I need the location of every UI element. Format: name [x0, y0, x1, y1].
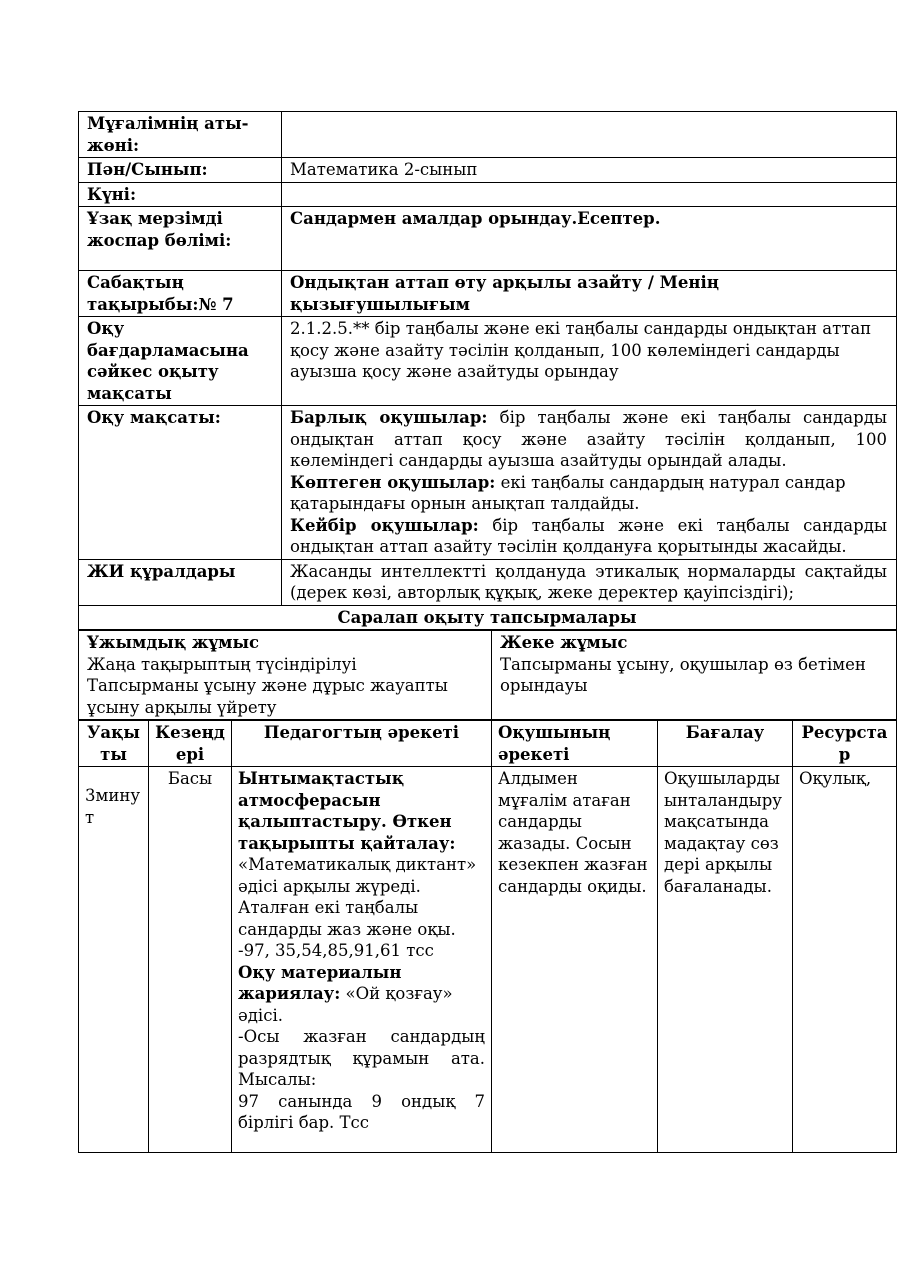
teacher-step-2: Аталған екі таңбалы сандарды жаз және оқы. [238, 898, 456, 939]
lesson-plan-document [78, 111, 896, 1153]
teacher-label: Мұғалімнің аты-жөні: [79, 112, 282, 158]
program-goal-value: 2.1.2.5.** бір таңбалы және екі таңбалы сандарды ондықтан аттап қосу және азайту тәсілін қолданып, 100 көлеміндегі сандарды ауызша қосу және азайтуды орындау [282, 317, 897, 406]
goal-some-label: Кейбір оқушылар: [290, 515, 479, 535]
teacher-step-4-title: Оқу материалын жариялау: [238, 962, 402, 1003]
row-stage: Басы [149, 767, 232, 1153]
goal-some-text: бір таңбалы және екі таңбалы сандарды ондықтан аттап азайту тәсілін қолдануға қорытынды жасайды. [290, 515, 887, 556]
section-row [79, 207, 897, 271]
col-time: Уақыты [79, 721, 149, 767]
program-goal-label: Оқу бағдарламасына сәйкес оқыту мақсаты [79, 317, 282, 406]
teacher-value [282, 112, 897, 158]
date-label: Күні: [79, 182, 282, 207]
diff-title: Саралап оқыту тапсырмалары [79, 605, 897, 630]
lesson-header-table [78, 111, 897, 630]
col-student-action: Оқушының әрекеті [492, 721, 658, 767]
goal-some [290, 515, 887, 558]
subject-value: Математика 2-сынып [282, 158, 897, 183]
topic-value: Ондықтан аттап өту арқылы азайту / Менің қызығушылығым [282, 271, 897, 317]
teacher-step-6: 97 санында 9 ондық 7 бірлігі бар. Тсс [238, 1091, 485, 1132]
ai-tools-row [79, 559, 897, 605]
teacher-row [79, 112, 897, 158]
subject-label: Пән/Сынып: [79, 158, 282, 183]
lesson-flow-table [78, 720, 897, 1153]
individual-work-text: Тапсырманы ұсыну, оқушылар өз бетімен орындауы [500, 654, 866, 695]
teacher-step-1-title: Ынтымақтастық атмосферасын қалыптастыру. Өткен тақырыпты қайталау: [238, 769, 456, 853]
teacher-step-4 [238, 962, 485, 1027]
date-value [282, 182, 897, 207]
row-resources: Оқулық, [793, 767, 897, 1153]
goal-all [290, 407, 887, 472]
goal-all-text: бір таңбалы және екі таңбалы сандарды ондықтан аттап қосу және азайту тәсілін қолданып, 100 көлеміндегі сандарды ауызша азайтуды орындай алады. [290, 408, 887, 470]
row-student-action: Алдымен мұғалім атаған сандарды жазады. Сосын кезекпен жазған сандарды оқиды. [492, 767, 658, 1153]
row-time: 3минут [79, 767, 149, 1153]
learning-goal-label: Оқу мақсаты: [79, 406, 282, 560]
ai-tools-value: Жасанды интеллектті қолдануда этикалық нормаларды сақтайды (дерек көзі, авторлық құқық, жеке деректер қауіпсіздігі); [282, 559, 897, 605]
group-work-line2: Тапсырманы ұсыну және дұрыс жауапты ұсыну арқылы үйрету [87, 676, 448, 717]
group-work-title: Ұжымдық жұмыс [87, 633, 260, 652]
teacher-step-5: -Осы жазған сандардың разрядтық құрамын ата. Мысалы: [238, 1027, 485, 1089]
learning-goal-value [282, 406, 897, 560]
topic-label: Сабақтың тақырыбы:№ 7 [79, 271, 282, 317]
teacher-step-1 [238, 768, 485, 897]
row-assessment: Оқушыларды ынталандыру мақсатында мадақтау сөздері арқылы бағаланады. [658, 767, 793, 1153]
individual-work-title: Жеке жұмыс [500, 633, 628, 652]
col-stage: Кезеңдері [149, 721, 232, 767]
goal-most [290, 472, 887, 515]
col-resources: Ресурстар [793, 721, 897, 767]
group-work-line1: Жаңа тақырыптың түсіндірілуі [87, 654, 357, 674]
col-assessment: Бағалау [658, 721, 793, 767]
row-teacher-action [232, 767, 492, 1153]
col-teacher-action: Педагогтың әрекеті [232, 721, 492, 767]
work-row [79, 631, 897, 720]
section-value: Сандармен амалдар орындау.Есептер. [282, 207, 897, 271]
date-row [79, 182, 897, 207]
lesson-flow-row [79, 767, 897, 1153]
teacher-step-3: -97, 35,54,85,91,61 тсс [238, 941, 434, 960]
lesson-flow-header [79, 721, 897, 767]
program-goal-row [79, 317, 897, 406]
subject-row [79, 158, 897, 183]
topic-row [79, 271, 897, 317]
section-label: Ұзақ мерзімді жоспар бөлімі: [79, 207, 282, 271]
goal-most-text: екі таңбалы сандардың натурал сандар қатарындағы орнын анықтап талдайды. [290, 472, 846, 513]
goal-all-label: Барлық оқушылар: [290, 408, 488, 427]
diff-title-row [79, 605, 897, 630]
teacher-step-1-text: «Математикалық диктант» әдісі арқылы жүреді. [238, 855, 477, 896]
teacher-step-4-text: «Ой қозғау» әдісі. [238, 984, 453, 1025]
ai-tools-label: ЖИ құралдары [79, 559, 282, 605]
group-work-cell [79, 631, 492, 720]
goal-most-label: Көптеген оқушылар: [290, 472, 496, 492]
work-type-table [78, 630, 897, 720]
learning-goal-row [79, 406, 897, 560]
individual-work-cell [492, 631, 897, 720]
